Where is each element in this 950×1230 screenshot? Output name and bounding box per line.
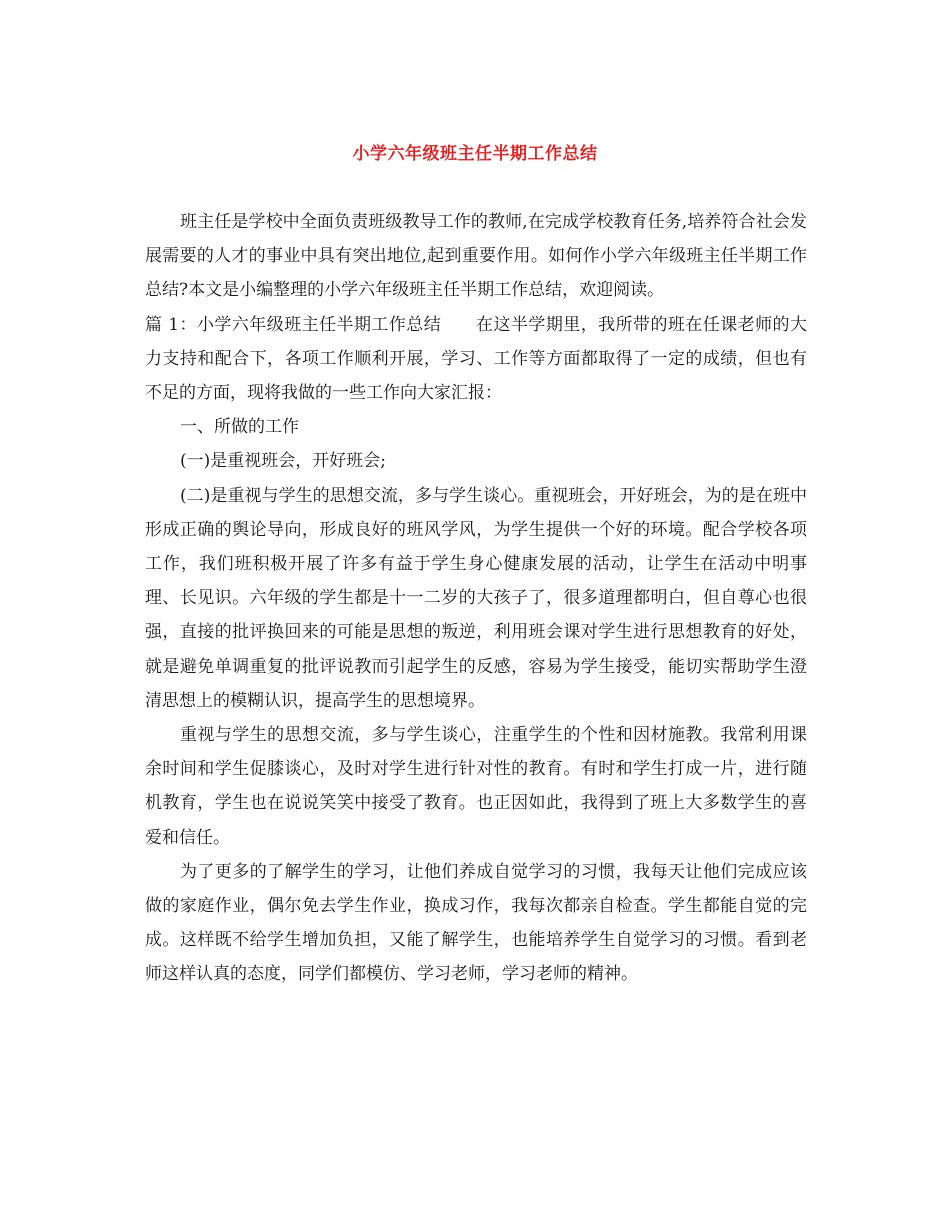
paragraph-intro: 班主任是学校中全面负责班级教导工作的教师,在完成学校教育任务,培养符合社会发展需要的人才的事业中具有突出地位,起到重要作用。如何作小学六年级班主任半期工作总结?本文是小编整理的小学六年级班主任半期工作总结，欢迎阅读。 [145, 212, 807, 301]
paragraph-communication: 重视与学生的思想交流，多与学生谈心，注重学生的个性和因材施教。我常利用课余时间和学生促膝谈心，及时对学生进行针对性的教育。有时和学生打成一片，进行随机教育，学生也在说说笑笑中接受了教育。也正因如此，我得到了班上大多数学生的喜爱和信任。 [145, 725, 807, 848]
paragraph-item-1: (一)是重视班会，开好班会; [180, 451, 386, 472]
paragraph-item-2: (二)是重视与学生的思想交流，多与学生谈心。重视班会，开好班会，为的是在班中形成正确的舆论导向，形成良好的班风学风，为学生提供一个好的环境。配合学校各项工作，我们班积极开展了许多有益于学生身心健康发展的活动，让学生在活动中明事理、长见识。六年级的学生都是十一二岁的大孩子了，很多道理都明白，但自尊心也很强，直接的批评换回来的可能是思想的叛逆，利用班会课对学生进行思想教育的好处，就是避免单调重复的批评说教而引起学生的反感，容易为学生接受，能切实帮助学生澄清思想上的模糊认识，提高学生的思想境界。 [145, 485, 807, 711]
paragraph-study-habits: 为了更多的了解学生的学习，让他们养成自觉学习的习惯，我每天让他们完成应该做的家庭作业，偶尔免去学生作业，换成习作，我每次都亲自检查。学生都能自觉的完成。这样既不给学生增加负担，又能了解学生，也能培养学生自觉学习的习惯。看到老师这样认真的态度，同学们都模仿、学习老师，学习老师的精神。 [145, 861, 807, 985]
document-title: 小学六年级班主任半期工作总结 [352, 144, 598, 164]
document-body [145, 205, 807, 992]
section-heading-work-done: 一、所做的工作 [180, 417, 299, 438]
paragraph-part-1: 篇 1：小学六年级班主任半期工作总结 在这半学期里，我所带的班在任课老师的大力支持和配合下，各项工作顺利开展，学习、工作等方面都取得了一定的成绩，但也有不足的方面，现将我做的一些工作向大家汇报： [145, 314, 807, 404]
